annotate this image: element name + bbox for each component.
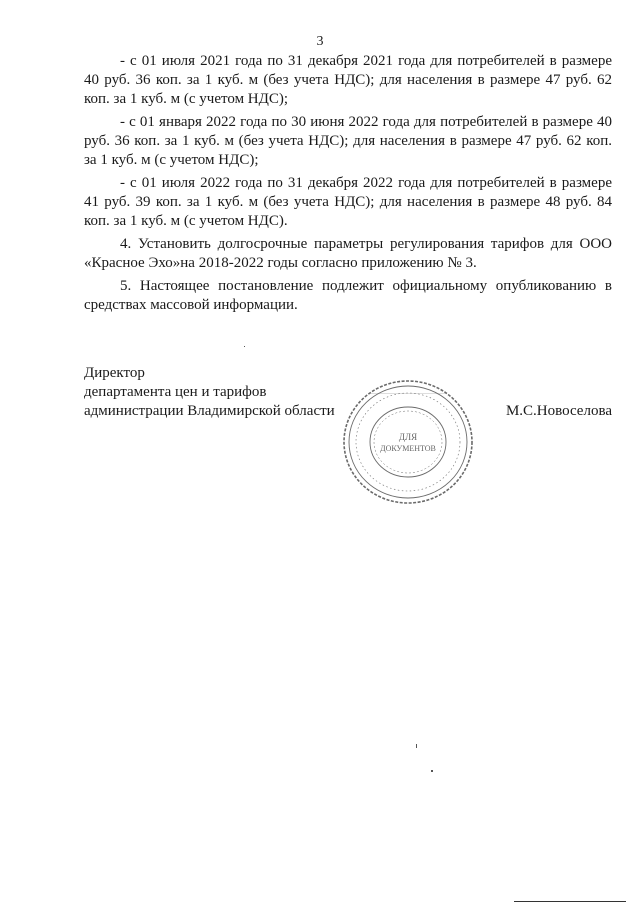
footer-rule [514, 901, 626, 902]
signer-position-line-2: департамента цен и тарифов [84, 384, 267, 400]
tariff-period-2022-h2: - с 01 июля 2022 года по 31 декабря 2022 года для потребителей в размере 41 руб. 39 коп. за 1 куб. м (без учета НДС); для населения в размере 48 руб. 84 коп. за 1 куб. м (с учетом НДС). [84, 175, 612, 229]
signature-title-block [84, 364, 335, 421]
official-seal [340, 377, 476, 507]
scan-speck [244, 346, 245, 347]
seal-center-line-1: ДЛЯ [398, 432, 418, 442]
clause-5-publication: 5. Настоящее постановление подлежит официальному опубликованию в средствах массовой информации. [84, 278, 612, 313]
page-number: 3 [316, 34, 324, 49]
tariff-period-2021-h2: - с 01 июля 2021 года по 31 декабря 2021 года для потребителей в размере 40 руб. 36 коп. за 1 куб. м (без учета НДС); для населения в размере 47 руб. 62 коп. за 1 куб. м (с учетом НДС); [84, 53, 612, 107]
scan-speck [416, 744, 417, 748]
clause-4-long-term-parameters: 4. Установить долгосрочные параметры регулирования тарифов для ООО «Красное Эхо»на 2018-2022 годы согласно приложению № 3. [84, 236, 612, 271]
signer-position-line-1: Директор [84, 365, 145, 381]
signer-position-line-3: администрации Владимирской области [84, 403, 335, 419]
document-body [84, 52, 612, 319]
signer-name: М.С.Новоселова [505, 403, 612, 419]
tariff-period-2022-h1: - с 01 января 2022 года по 30 июня 2022 года для потребителей в размере 40 руб. 36 коп. за 1 куб. м (без учета НДС); для населения в размере 47 руб. 62 коп. за 1 куб. м (с учетом НДС); [84, 114, 612, 168]
scan-speck [431, 770, 433, 772]
seal-center-line-2: ДОКУМЕНТОВ [380, 444, 436, 453]
